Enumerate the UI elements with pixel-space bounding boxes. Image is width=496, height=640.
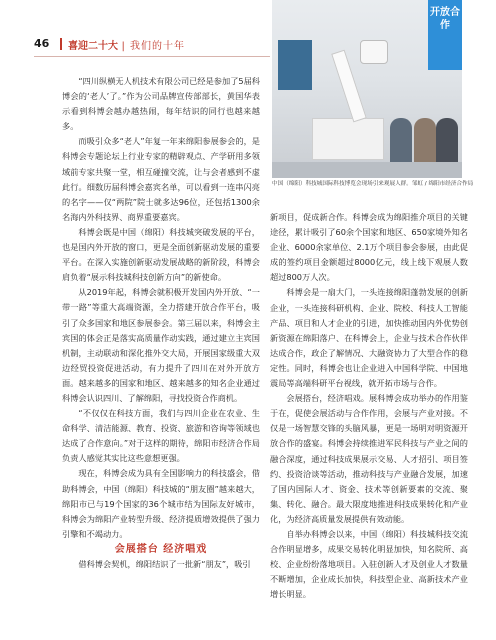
header-rule	[34, 56, 270, 57]
paragraph: 自举办科博会以来，中国（绵阳）科技城科技交流合作明显增多，成果交易转化明显加快，知名院所、高校、企业纷纷落地项目。入驻创新人才及创业人才数量不断增加，企业成长加快，科技型企业、高新技术产业增长明显。	[270, 528, 468, 600]
section-title-sub: | 我们的十年	[121, 41, 186, 52]
paragraph: “四川纵横无人机技术有限公司已经是参加了5届科博会的‘老人’了。”作为公司品牌宣传部部长，黄国华表示看到科博会越办越热闹，每年结识的同行也越来越多。	[62, 76, 260, 132]
header-divider	[60, 38, 62, 50]
paragraph: 从2019年起，科博会就积极开发国内外开放、“一带一路”等重大高端资源，全力搭建开放合作平台，吸引了众多国家和地区参展参会。第三届以来，科博会主宾国的体会正是落实高质量作动实践，通过建立主宾国机制，主动联动和深化推外交大局，开展国家级重大双边经贸投资促进活动，有力提升了四川在对外开放方面。越来越多的国家和地区、越来越多的知名企业通过科博会认识四川、了解绵阳，寻找投资合作商机。	[62, 287, 260, 403]
paragraph: 会展搭台，经济唱戏。展科博会成功举办的作用鉴于在，促使会展活动与合作作用，会展与产业对接。不仅是一场智慧交锋的头脑风暴，更是一场明对明资源开放合作的盛宴。科博会持续推进军民科技与产业之间的融合深度，通过科技成果展示交易、人才招引、项目签约、投资洽谈等活动，推动科技与产业融合发展，加速了国内国际人才、资金、技术等创新要素的交流、聚集、转化、融合。最大限度地推进科技成果转化和产业化，为经济高质量发展提供有效动能。	[270, 393, 468, 524]
right-column	[270, 210, 468, 602]
paragraph: 科博会既是中国（绵阳）科技城突破发展的平台，也是国内外开放的窗口，更是全面创新驱动发展的重要平台。在深入实施创新驱动发展战略的新阶段，科博会肩负着“展示科技城科技创新方向”的新使命。	[62, 226, 260, 283]
banner-sign: 开放合作	[428, 0, 462, 70]
section-title-main: 喜迎二十大	[68, 41, 118, 52]
robot-head	[360, 40, 388, 64]
display-screen	[278, 40, 312, 90]
left-column	[62, 74, 260, 572]
paragraph: 新项目，促成新合作。科博会成为绵阳推介项目的关键途径，累计吸引了60余个国家和地区、650家境外知名企业、6000余家单位、2.1万个项目参会参展，由此促成的签约项目金额超过8000亿元，线上线下观展人数超过800万人次。	[270, 212, 468, 283]
photo-caption: 中国（绵阳）科技城国际科技博览会现场引来观展人群。邹虹 / 绵阳市经济合作局	[272, 181, 474, 187]
robot-base	[312, 118, 384, 160]
paragraph: 借科博会契机，绵阳结识了一批新“朋友”，吸引	[78, 559, 251, 569]
paragraph: 现在，科博会成为具有全国影响力的科技盛会，借助科博会，中国（绵阳）科技城的“朋友圈”越来越大，绵阳市已与19个国家的36个城市结为国际友好城市，科博会为绵阳产业转型升级、经济提质增效提供了强力引擎和不竭动力。	[62, 468, 260, 539]
paragraph: “不仅仅在科技方面，我们与四川企业在农业、生命科学、清洁能源、教育、投资、旅游和咨询等领域也达成了合作意向。”对于这样的期待，绵阳市经济合作局负责人感觉其实比这些意想更强。	[62, 408, 260, 464]
paragraph: 科博会是一扇大门，一头连接绵阳蓬勃发展的创新企业，一头连接科研机构、企业、院校、科技人工智能产品、项目和人才企业的引进，加快推动国内外优势创新资源在绵阳落户、在科博会上，企业与技术合作伙伴达成合作，政企了解情况、大融资协力了大型合作的稳定性。同时，科博会也让企业进入中国科学院、中国地震局等高端科研平台视线，就开拓市场与合作。	[270, 287, 468, 389]
page-number: 46	[34, 37, 50, 50]
floor	[272, 162, 462, 178]
section-subtitle-text: 我们的十年	[130, 41, 186, 52]
section-title	[68, 37, 185, 52]
subheading: 会展搭台 经济唱戏	[114, 543, 208, 555]
exhibition-photo	[272, 0, 462, 178]
paragraph: 而吸引众多“老人”年复一年来绵阳参展参会的，是科博会专题论坛上行业专家的精辟观点、产学研用多领域前专家共聚一堂，相互碰撞交流，让与会者感到不虚此行。细数历届科博会嘉宾名单，可以看到一连串闪亮的名字——仅“两院”院士就多达96位，还包括1300余名海内外科技界、商界重要嘉宾。	[62, 136, 260, 222]
